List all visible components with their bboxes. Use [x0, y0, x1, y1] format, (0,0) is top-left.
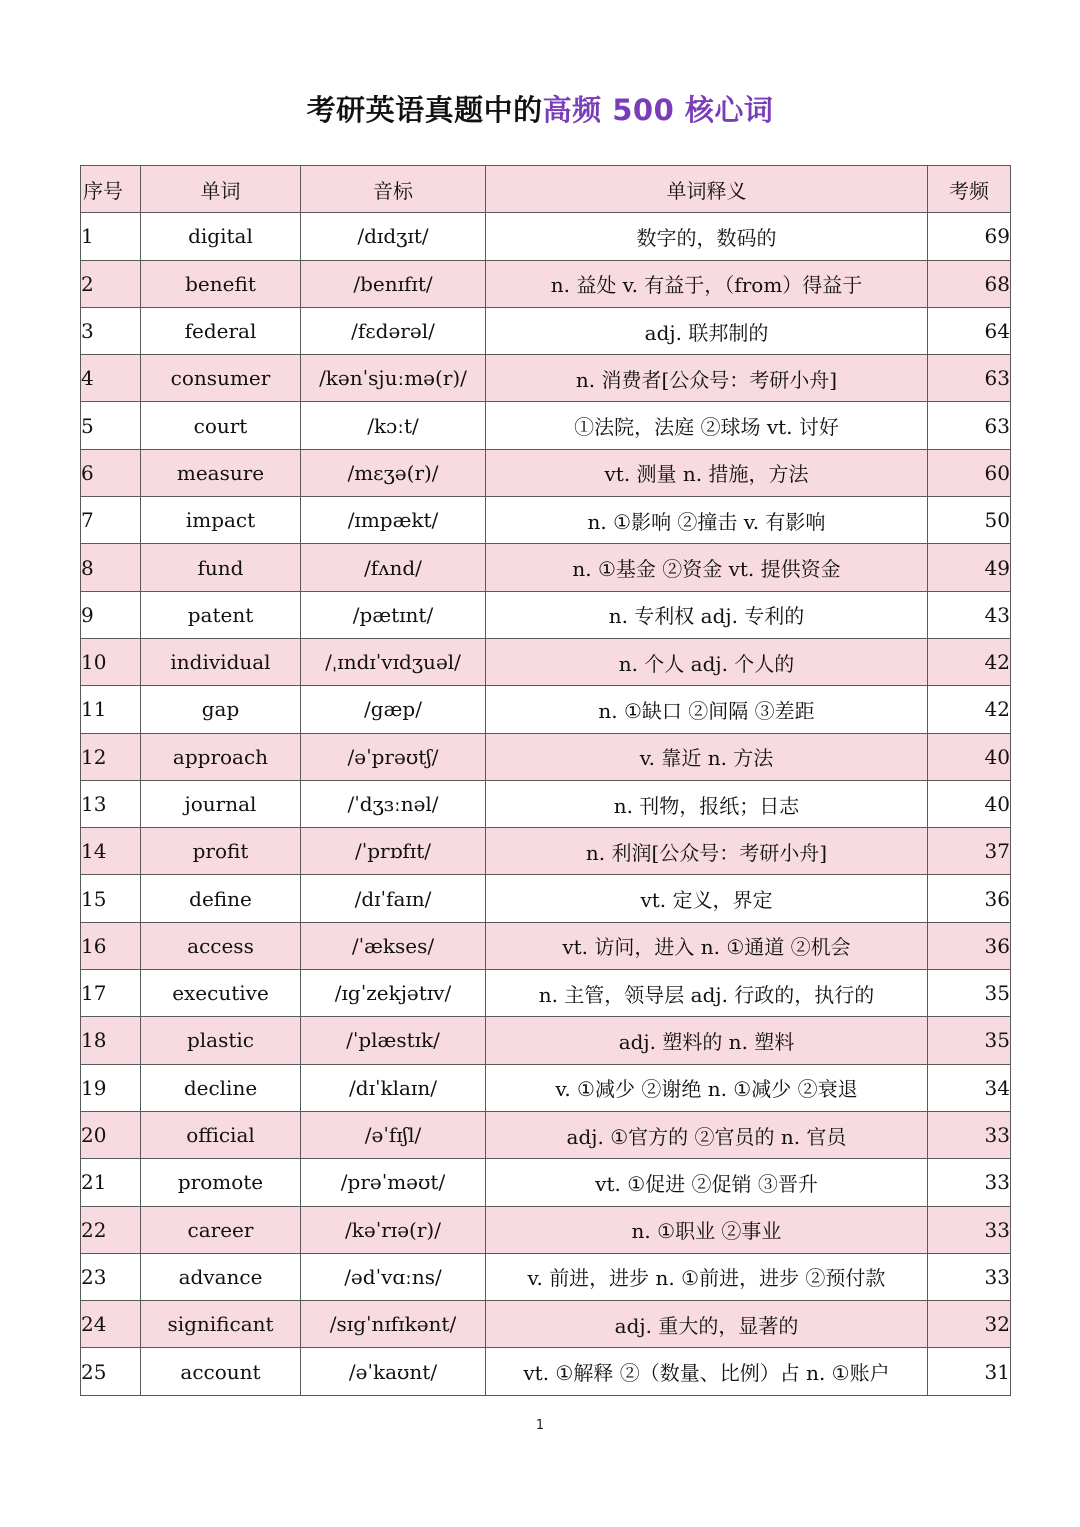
cell-word: define [141, 875, 301, 922]
cell-ipa: /əˈkaʊnt/ [301, 1348, 486, 1395]
table-row [81, 733, 1011, 780]
cell-definition: vt. 访问，进入 n. ①通道 ②机会 [486, 922, 928, 969]
cell-word: executive [141, 970, 301, 1017]
cell-num: 7 [81, 497, 141, 544]
cell-ipa: /ˈprɒfɪt/ [301, 828, 486, 875]
cell-ipa: /kənˈsjuːmə(r)/ [301, 355, 486, 402]
cell-frequency: 63 [928, 355, 1011, 402]
table-row [81, 355, 1011, 402]
cell-word: account [141, 1348, 301, 1395]
cell-ipa: /kɔːt/ [301, 402, 486, 449]
cell-word: decline [141, 1064, 301, 1111]
cell-frequency: 33 [928, 1253, 1011, 1300]
cell-word: promote [141, 1159, 301, 1206]
cell-ipa: /kəˈrɪə(r)/ [301, 1206, 486, 1253]
cell-definition: v. 靠近 n. 方法 [486, 733, 928, 780]
cell-word: profit [141, 828, 301, 875]
table-row [81, 544, 1011, 591]
table-row [81, 638, 1011, 685]
cell-definition: n. 主管，领导层 adj. 行政的，执行的 [486, 970, 928, 1017]
cell-ipa: /ˈdʒɜːnəl/ [301, 780, 486, 827]
table-row [81, 497, 1011, 544]
cell-num: 9 [81, 591, 141, 638]
cell-num: 10 [81, 638, 141, 685]
cell-word: court [141, 402, 301, 449]
cell-num: 11 [81, 686, 141, 733]
page-number: 1 [535, 1418, 545, 1433]
cell-ipa: /dɪˈklaɪn/ [301, 1064, 486, 1111]
cell-definition: ①法院，法庭 ②球场 vt. 讨好 [486, 402, 928, 449]
cell-ipa: /fɛdərəl/ [301, 307, 486, 354]
cell-frequency: 49 [928, 544, 1011, 591]
cell-frequency: 37 [928, 828, 1011, 875]
table-header-row [81, 166, 1011, 213]
table-body [81, 213, 1011, 1395]
table-row [81, 686, 1011, 733]
table-row [81, 213, 1011, 260]
cell-word: individual [141, 638, 301, 685]
table-row [81, 449, 1011, 496]
cell-ipa: /mɛʒə(r)/ [301, 449, 486, 496]
table-row [81, 780, 1011, 827]
cell-definition: adj. 联邦制的 [486, 307, 928, 354]
cell-definition: vt. ①解释 ②（数量、比例）占 n. ①账户 [486, 1348, 928, 1395]
cell-word: plastic [141, 1017, 301, 1064]
cell-definition: vt. ①促进 ②促销 ③晋升 [486, 1159, 928, 1206]
header-frequency: 考频 [928, 166, 1011, 213]
cell-ipa: /fʌnd/ [301, 544, 486, 591]
cell-word: measure [141, 449, 301, 496]
cell-num: 19 [81, 1064, 141, 1111]
cell-frequency: 60 [928, 449, 1011, 496]
cell-num: 8 [81, 544, 141, 591]
cell-word: fund [141, 544, 301, 591]
table-row [81, 1206, 1011, 1253]
cell-word: career [141, 1206, 301, 1253]
cell-frequency: 36 [928, 922, 1011, 969]
cell-definition: adj. 塑料的 n. 塑料 [486, 1017, 928, 1064]
cell-num: 15 [81, 875, 141, 922]
cell-definition: n. 消费者[公众号：考研小舟] [486, 355, 928, 402]
title-accent: 高频 500 核心词 [542, 93, 774, 127]
cell-num: 23 [81, 1253, 141, 1300]
cell-definition: adj. ①官方的 ②官员的 n. 官员 [486, 1111, 928, 1158]
cell-word: gap [141, 686, 301, 733]
cell-ipa: /pætɪnt/ [301, 591, 486, 638]
cell-ipa: /ədˈvɑːns/ [301, 1253, 486, 1300]
cell-frequency: 40 [928, 780, 1011, 827]
header-definition: 单词释义 [486, 166, 928, 213]
cell-num: 22 [81, 1206, 141, 1253]
cell-num: 20 [81, 1111, 141, 1158]
table-row [81, 828, 1011, 875]
table-row [81, 402, 1011, 449]
cell-word: approach [141, 733, 301, 780]
cell-ipa: /dɪdʒɪt/ [301, 213, 486, 260]
cell-frequency: 42 [928, 638, 1011, 685]
cell-ipa: /dɪˈfaɪn/ [301, 875, 486, 922]
cell-frequency: 33 [928, 1159, 1011, 1206]
cell-word: access [141, 922, 301, 969]
cell-definition: n. 利润[公众号：考研小舟] [486, 828, 928, 875]
cell-num: 13 [81, 780, 141, 827]
table-row [81, 1348, 1011, 1395]
cell-ipa: /sɪgˈnɪfɪkənt/ [301, 1301, 486, 1348]
cell-num: 1 [81, 213, 141, 260]
cell-word: consumer [141, 355, 301, 402]
cell-ipa: /gæp/ [301, 686, 486, 733]
cell-definition: n. 益处 v. 有益于，（from）得益于 [486, 260, 928, 307]
header-word: 单词 [141, 166, 301, 213]
table-row [81, 591, 1011, 638]
table-row [81, 1111, 1011, 1158]
cell-frequency: 34 [928, 1064, 1011, 1111]
cell-definition: v. 前进，进步 n. ①前进，进步 ②预付款 [486, 1253, 928, 1300]
table-row [81, 1159, 1011, 1206]
cell-ipa: /ˈækses/ [301, 922, 486, 969]
cell-definition: adj. 重大的，显著的 [486, 1301, 928, 1348]
cell-word: patent [141, 591, 301, 638]
cell-num: 21 [81, 1159, 141, 1206]
cell-frequency: 50 [928, 497, 1011, 544]
cell-word: official [141, 1111, 301, 1158]
cell-definition: n. ①职业 ②事业 [486, 1206, 928, 1253]
table-row [81, 1017, 1011, 1064]
cell-frequency: 32 [928, 1301, 1011, 1348]
cell-num: 24 [81, 1301, 141, 1348]
cell-num: 14 [81, 828, 141, 875]
cell-frequency: 36 [928, 875, 1011, 922]
cell-definition: n. 刊物，报纸；日志 [486, 780, 928, 827]
cell-definition: n. ①影响 ②撞击 v. 有影响 [486, 497, 928, 544]
cell-definition: v. ①减少 ②谢绝 n. ①减少 ②衰退 [486, 1064, 928, 1111]
cell-frequency: 69 [928, 213, 1011, 260]
cell-word: digital [141, 213, 301, 260]
cell-word: federal [141, 307, 301, 354]
header-num: 序号 [81, 166, 141, 213]
cell-frequency: 63 [928, 402, 1011, 449]
cell-num: 2 [81, 260, 141, 307]
cell-frequency: 33 [928, 1111, 1011, 1158]
cell-num: 12 [81, 733, 141, 780]
table-row [81, 970, 1011, 1017]
cell-num: 5 [81, 402, 141, 449]
cell-definition: 数字的，数码的 [486, 213, 928, 260]
cell-frequency: 31 [928, 1348, 1011, 1395]
cell-frequency: 35 [928, 970, 1011, 1017]
cell-ipa: /benɪfɪt/ [301, 260, 486, 307]
vocabulary-table [80, 165, 1011, 1396]
cell-word: impact [141, 497, 301, 544]
cell-word: journal [141, 780, 301, 827]
cell-ipa: /ˈplæstɪk/ [301, 1017, 486, 1064]
cell-frequency: 42 [928, 686, 1011, 733]
header-ipa: 音标 [301, 166, 486, 213]
table-row [81, 922, 1011, 969]
cell-num: 16 [81, 922, 141, 969]
cell-definition: n. 个人 adj. 个人的 [486, 638, 928, 685]
cell-ipa: /ɪgˈzekjətɪv/ [301, 970, 486, 1017]
cell-frequency: 64 [928, 307, 1011, 354]
cell-definition: n. ①缺口 ②间隔 ③差距 [486, 686, 928, 733]
cell-frequency: 33 [928, 1206, 1011, 1253]
cell-definition: n. ①基金 ②资金 vt. 提供资金 [486, 544, 928, 591]
page-title [0, 86, 1080, 134]
cell-frequency: 35 [928, 1017, 1011, 1064]
table-row [81, 1253, 1011, 1300]
cell-frequency: 68 [928, 260, 1011, 307]
cell-num: 6 [81, 449, 141, 496]
cell-frequency: 43 [928, 591, 1011, 638]
cell-ipa: /prəˈməʊt/ [301, 1159, 486, 1206]
cell-ipa: /ˌɪndɪˈvɪdʒuəl/ [301, 638, 486, 685]
cell-ipa: /ɪmpækt/ [301, 497, 486, 544]
cell-num: 3 [81, 307, 141, 354]
cell-num: 17 [81, 970, 141, 1017]
cell-definition: vt. 定义，界定 [486, 875, 928, 922]
table-row [81, 260, 1011, 307]
table-row [81, 307, 1011, 354]
table-row [81, 1064, 1011, 1111]
cell-word: benefit [141, 260, 301, 307]
cell-frequency: 40 [928, 733, 1011, 780]
cell-num: 25 [81, 1348, 141, 1395]
cell-word: significant [141, 1301, 301, 1348]
cell-ipa: /əˈfɪʃl/ [301, 1111, 486, 1158]
cell-ipa: /əˈprəʊtʃ/ [301, 733, 486, 780]
cell-definition: n. 专利权 adj. 专利的 [486, 591, 928, 638]
title-main: 考研英语真题中的 [306, 93, 543, 127]
cell-word: advance [141, 1253, 301, 1300]
cell-num: 18 [81, 1017, 141, 1064]
cell-definition: vt. 测量 n. 措施，方法 [486, 449, 928, 496]
cell-num: 4 [81, 355, 141, 402]
table-row [81, 875, 1011, 922]
table-row [81, 1301, 1011, 1348]
